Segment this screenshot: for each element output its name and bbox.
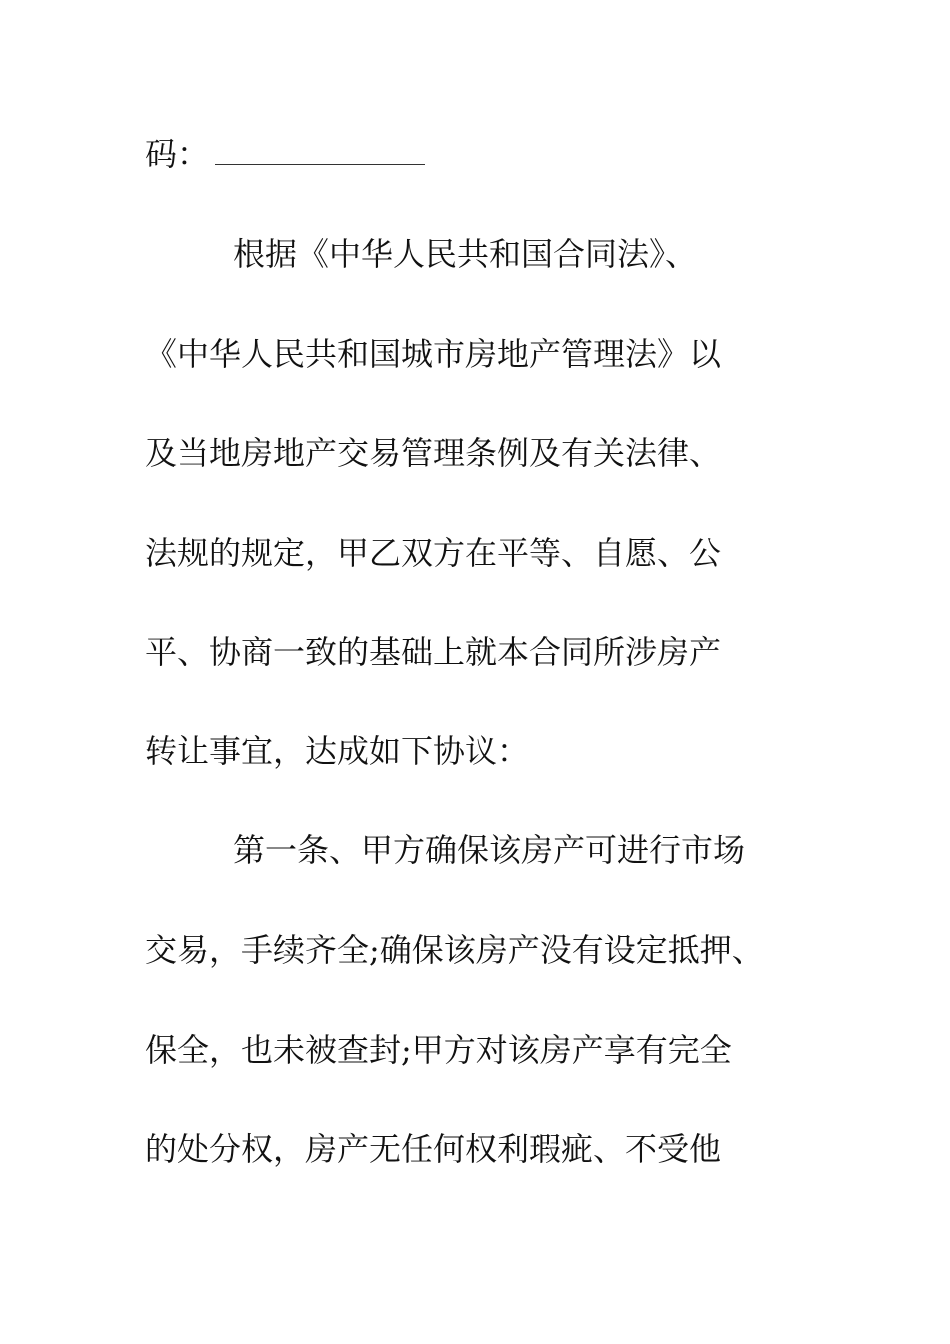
paragraph-1-line-2: 《中华人民共和国城市房地产管理法》以: [145, 335, 722, 373]
paragraph-1-line-5: 平、协商一致的基础上就本合同所涉房产: [145, 633, 722, 671]
article-1-line-2: 交易，手续齐全;确保该房产没有设定抵押、: [145, 931, 764, 969]
paragraph-1-line-3: 及当地房地产交易管理条例及有关法律、: [145, 434, 722, 472]
article-1-line-1: 第一条、甲方确保该房产可进行市场: [233, 831, 746, 869]
paragraph-1-line-1: 根据《中华人民共和国合同法》、: [233, 235, 698, 273]
code-label: 码：: [145, 135, 210, 173]
article-1-line-4: 的处分权，房产无任何权利瑕疵、不受他: [145, 1130, 722, 1168]
code-line: [145, 134, 425, 174]
paragraph-1-line-6: 转让事宜，达成如下协议：: [145, 732, 530, 770]
paragraph-1-line-4: 法规的规定，甲乙双方在平等、自愿、公: [145, 534, 722, 572]
article-1-line-3: 保全，也未被查封;甲方对该房产享有完全: [145, 1031, 732, 1069]
code-blank-field[interactable]: [215, 140, 425, 165]
